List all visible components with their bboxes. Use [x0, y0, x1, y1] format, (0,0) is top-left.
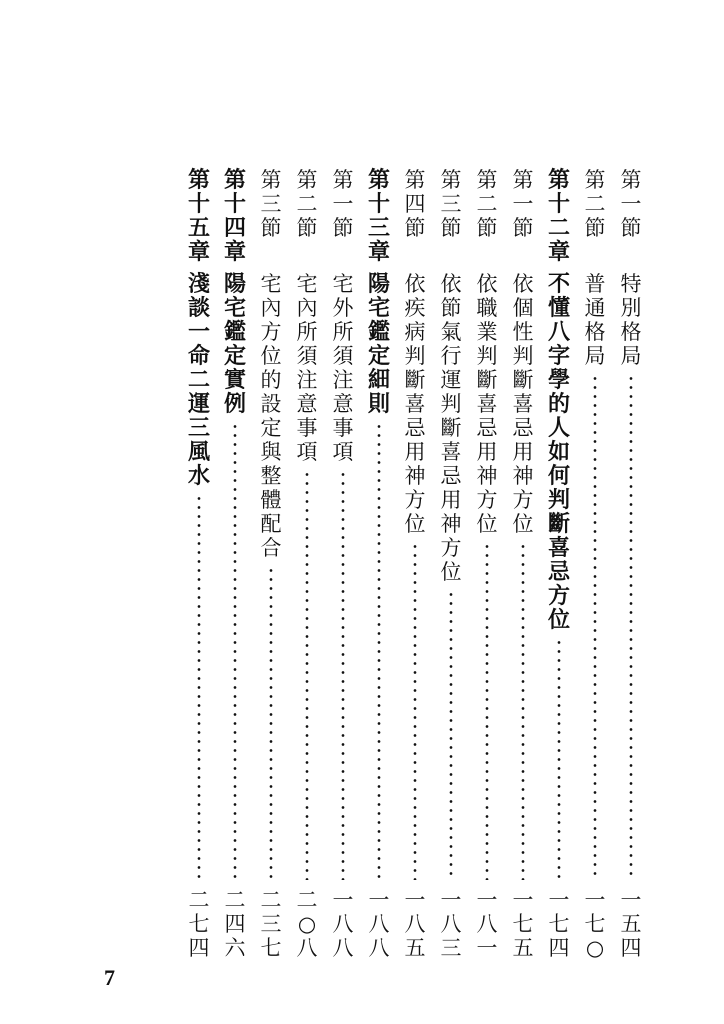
character: 節 — [296, 216, 318, 240]
page-number: 7 — [104, 965, 115, 990]
character: 整 — [260, 464, 282, 488]
character: 合 — [260, 536, 282, 560]
character: 須 — [296, 344, 318, 368]
character: 方 — [404, 488, 426, 512]
entry-label — [333, 168, 354, 272]
character: 章 — [547, 239, 570, 265]
entry-page-number — [333, 888, 354, 960]
entry-page-number — [441, 888, 462, 960]
character: 位 — [404, 512, 426, 536]
character: 方 — [260, 320, 282, 344]
character: ○ — [585, 936, 605, 960]
character: 外 — [332, 296, 354, 320]
character: 神 — [404, 464, 426, 488]
entry-page-number — [225, 888, 246, 960]
character: 人 — [547, 415, 570, 441]
character: 七 — [260, 936, 282, 960]
character: 斷 — [476, 368, 498, 392]
character: 一 — [332, 192, 354, 216]
character: 一 — [476, 936, 498, 960]
entry-label — [477, 168, 498, 272]
toc-entry[interactable] — [508, 168, 538, 960]
entry-label — [513, 168, 534, 272]
character: 神 — [440, 512, 462, 536]
character: 第 — [620, 168, 642, 192]
character: 鑑 — [223, 319, 246, 345]
character: 判 — [440, 392, 462, 416]
character: 事 — [332, 416, 354, 440]
character: 第 — [223, 167, 246, 193]
toc-chapter[interactable] — [184, 168, 214, 960]
character: 意 — [296, 392, 318, 416]
character: 二 — [584, 192, 606, 216]
character: 一 — [332, 888, 354, 912]
character: 忌 — [512, 416, 534, 440]
character: 局 — [620, 344, 642, 368]
entry-title — [477, 272, 498, 536]
character: 的 — [260, 368, 282, 392]
character: 判 — [512, 344, 534, 368]
character: 第 — [547, 167, 570, 193]
character: 局 — [584, 344, 606, 368]
character: 七 — [584, 912, 606, 936]
character: 斷 — [512, 368, 534, 392]
character: 二 — [187, 367, 210, 393]
toc-entry[interactable] — [616, 168, 646, 960]
character: 節 — [440, 296, 462, 320]
character: 一 — [368, 888, 390, 912]
character: 格 — [620, 320, 642, 344]
character: 第 — [332, 168, 354, 192]
entry-label — [405, 168, 426, 272]
character: 別 — [620, 296, 642, 320]
dot-leader — [593, 374, 597, 880]
dot-leader — [197, 494, 201, 880]
character: 判 — [547, 487, 570, 513]
character: 喜 — [440, 440, 462, 464]
table-of-contents — [66, 168, 646, 960]
character: 節 — [332, 216, 354, 240]
character: 學 — [547, 367, 570, 393]
toc-chapter[interactable] — [364, 168, 394, 960]
character: 病 — [404, 320, 426, 344]
character: 四 — [620, 936, 642, 960]
chapter-label — [368, 168, 390, 272]
character: 何 — [547, 463, 570, 489]
character: 斷 — [440, 416, 462, 440]
entry-title — [333, 272, 354, 464]
character: 淺 — [187, 271, 210, 297]
character: 如 — [547, 439, 570, 465]
character: 四 — [188, 936, 210, 960]
toc-entry[interactable] — [472, 168, 502, 960]
character: 普 — [584, 272, 606, 296]
dot-leader — [521, 542, 525, 880]
entry-label — [297, 168, 318, 272]
character: 三 — [187, 415, 210, 441]
character: 一 — [404, 888, 426, 912]
character: 命 — [187, 343, 210, 369]
toc-entry[interactable] — [328, 168, 358, 960]
entry-title — [405, 272, 426, 536]
dot-leader — [233, 422, 237, 880]
character: 懂 — [547, 295, 570, 321]
character: 用 — [404, 440, 426, 464]
character: 用 — [440, 488, 462, 512]
character: 不 — [547, 271, 570, 297]
character: 七 — [548, 912, 570, 936]
character: 宅 — [367, 295, 390, 321]
character: 喜 — [512, 392, 534, 416]
character: 宅 — [296, 272, 318, 296]
character: 項 — [296, 440, 318, 464]
character: 二 — [296, 192, 318, 216]
character: 定 — [260, 416, 282, 440]
character: 依 — [404, 272, 426, 296]
character: 八 — [368, 936, 390, 960]
character: 一 — [548, 888, 570, 912]
chapter-title — [548, 272, 570, 632]
character: 八 — [332, 912, 354, 936]
character: 方 — [476, 488, 498, 512]
character: 八 — [476, 912, 498, 936]
character: 注 — [332, 368, 354, 392]
entry-title — [441, 272, 462, 584]
character: 二 — [296, 888, 318, 912]
character: 二 — [188, 888, 210, 912]
character: 第 — [187, 167, 210, 193]
character: 一 — [476, 888, 498, 912]
character: 章 — [187, 239, 210, 265]
character: 十 — [367, 191, 390, 217]
character: 四 — [223, 215, 246, 241]
character: 斷 — [547, 511, 570, 537]
dot-leader — [485, 542, 489, 880]
character: 十 — [187, 191, 210, 217]
character: 用 — [512, 440, 534, 464]
chapter-label — [224, 168, 246, 272]
character: 方 — [440, 536, 462, 560]
character: 章 — [223, 239, 246, 265]
dot-leader — [449, 590, 453, 880]
character: 的 — [547, 391, 570, 417]
character: 二 — [260, 888, 282, 912]
character: 所 — [296, 320, 318, 344]
dot-leader — [413, 542, 417, 880]
character: 疾 — [404, 296, 426, 320]
toc-chapter[interactable] — [220, 168, 250, 960]
character: 第 — [404, 168, 426, 192]
character: 陽 — [223, 271, 246, 297]
character: 三 — [260, 192, 282, 216]
toc-entry[interactable] — [580, 168, 610, 960]
toc-entry[interactable] — [292, 168, 322, 960]
character: 六 — [224, 936, 246, 960]
chapter-label — [188, 168, 210, 272]
character: 節 — [620, 216, 642, 240]
dot-leader — [341, 470, 345, 880]
character: 二 — [547, 215, 570, 241]
character: 一 — [512, 888, 534, 912]
character: 依 — [440, 272, 462, 296]
toc-entry[interactable] — [400, 168, 430, 960]
character: 第 — [476, 168, 498, 192]
character: 依 — [476, 272, 498, 296]
character: 職 — [476, 296, 498, 320]
entry-page-number — [297, 888, 318, 960]
entry-page-number — [261, 888, 282, 960]
character: 五 — [187, 215, 210, 241]
character: 四 — [548, 936, 570, 960]
character: 內 — [260, 296, 282, 320]
character: 八 — [368, 912, 390, 936]
character: 鑑 — [367, 319, 390, 345]
character: 忌 — [440, 464, 462, 488]
character: 節 — [476, 216, 498, 240]
entry-title — [261, 272, 282, 560]
character: 須 — [332, 344, 354, 368]
character: 忌 — [547, 559, 570, 585]
character: 七 — [188, 912, 210, 936]
character: 節 — [584, 216, 606, 240]
character: 第 — [296, 168, 318, 192]
dot-leader — [557, 638, 561, 880]
entry-page-number — [585, 888, 606, 960]
chapter-label — [548, 168, 570, 272]
character: 喜 — [476, 392, 498, 416]
character: 運 — [440, 368, 462, 392]
character: 格 — [584, 320, 606, 344]
dot-leader — [629, 374, 633, 880]
entry-label — [261, 168, 282, 272]
character: 位 — [476, 512, 498, 536]
character: 八 — [332, 936, 354, 960]
character: 體 — [260, 488, 282, 512]
entry-label — [621, 168, 642, 272]
character: 二 — [476, 192, 498, 216]
character: 神 — [512, 464, 534, 488]
entry-page-number — [477, 888, 498, 960]
character: 宅 — [260, 272, 282, 296]
chapter-title — [368, 272, 390, 416]
character: 方 — [547, 583, 570, 609]
character: 一 — [584, 888, 606, 912]
character: 四 — [224, 912, 246, 936]
character: 談 — [187, 295, 210, 321]
character: 注 — [296, 368, 318, 392]
character: 則 — [367, 391, 390, 417]
character: 八 — [296, 936, 318, 960]
character: 三 — [260, 912, 282, 936]
character: 五 — [512, 936, 534, 960]
character: 通 — [584, 296, 606, 320]
character: 依 — [512, 272, 534, 296]
character: 十 — [223, 191, 246, 217]
character: 斷 — [404, 368, 426, 392]
entry-label — [441, 168, 462, 272]
entry-label — [585, 168, 606, 272]
entry-title — [621, 272, 642, 368]
character: 八 — [404, 912, 426, 936]
character: 事 — [296, 416, 318, 440]
character: 特 — [620, 272, 642, 296]
character: 設 — [260, 392, 282, 416]
entry-page-number — [513, 888, 534, 960]
character: 配 — [260, 512, 282, 536]
character: 一 — [187, 319, 210, 345]
entry-title — [513, 272, 534, 536]
chapter-title — [188, 272, 210, 488]
entry-title — [297, 272, 318, 464]
dot-leader — [269, 566, 273, 880]
character: 五 — [404, 936, 426, 960]
character: 第 — [584, 168, 606, 192]
character: 項 — [332, 440, 354, 464]
character: 一 — [620, 888, 642, 912]
character: 性 — [512, 320, 534, 344]
character: 一 — [440, 888, 462, 912]
character: 節 — [260, 216, 282, 240]
character: 方 — [512, 488, 534, 512]
character: 第 — [260, 168, 282, 192]
character: 八 — [440, 912, 462, 936]
character: 行 — [440, 344, 462, 368]
character: 忌 — [476, 416, 498, 440]
toc-entry[interactable] — [436, 168, 466, 960]
character: 所 — [332, 320, 354, 344]
character: 定 — [223, 343, 246, 369]
character: ○ — [297, 912, 317, 936]
character: 第 — [440, 168, 462, 192]
character: 宅 — [332, 272, 354, 296]
character: 八 — [547, 319, 570, 345]
entry-title — [585, 272, 606, 368]
character: 忌 — [404, 416, 426, 440]
character: 七 — [512, 912, 534, 936]
character: 風 — [187, 439, 210, 465]
entry-page-number — [549, 888, 570, 960]
character: 用 — [476, 440, 498, 464]
entry-page-number — [369, 888, 390, 960]
character: 神 — [476, 464, 498, 488]
toc-entry[interactable] — [256, 168, 286, 960]
character: 喜 — [404, 392, 426, 416]
character: 第 — [512, 168, 534, 192]
character: 位 — [512, 512, 534, 536]
character: 運 — [187, 391, 210, 417]
toc-chapter[interactable] — [544, 168, 574, 960]
entry-page-number — [405, 888, 426, 960]
character: 節 — [404, 216, 426, 240]
character: 宅 — [223, 295, 246, 321]
character: 節 — [440, 216, 462, 240]
character: 水 — [187, 463, 210, 489]
dot-leader — [305, 470, 309, 880]
character: 三 — [440, 192, 462, 216]
character: 四 — [404, 192, 426, 216]
character: 定 — [367, 343, 390, 369]
character: 一 — [512, 192, 534, 216]
character: 氣 — [440, 320, 462, 344]
dot-leader — [377, 422, 381, 880]
character: 字 — [547, 343, 570, 369]
character: 個 — [512, 296, 534, 320]
character: 判 — [404, 344, 426, 368]
character: 意 — [332, 392, 354, 416]
chapter-title — [224, 272, 246, 416]
character: 一 — [620, 192, 642, 216]
character: 位 — [547, 607, 570, 633]
entry-page-number — [189, 888, 210, 960]
character: 判 — [476, 344, 498, 368]
entry-page-number — [621, 888, 642, 960]
character: 第 — [367, 167, 390, 193]
character: 三 — [367, 215, 390, 241]
character: 內 — [296, 296, 318, 320]
character: 位 — [260, 344, 282, 368]
character: 陽 — [367, 271, 390, 297]
character: 與 — [260, 440, 282, 464]
character: 業 — [476, 320, 498, 344]
character: 細 — [367, 367, 390, 393]
character: 二 — [224, 888, 246, 912]
character: 節 — [512, 216, 534, 240]
character: 喜 — [547, 535, 570, 561]
character: 五 — [620, 912, 642, 936]
character: 例 — [223, 391, 246, 417]
character: 章 — [367, 239, 390, 265]
character: 實 — [223, 367, 246, 393]
character: 位 — [440, 560, 462, 584]
character: 三 — [440, 936, 462, 960]
character: 十 — [547, 191, 570, 217]
